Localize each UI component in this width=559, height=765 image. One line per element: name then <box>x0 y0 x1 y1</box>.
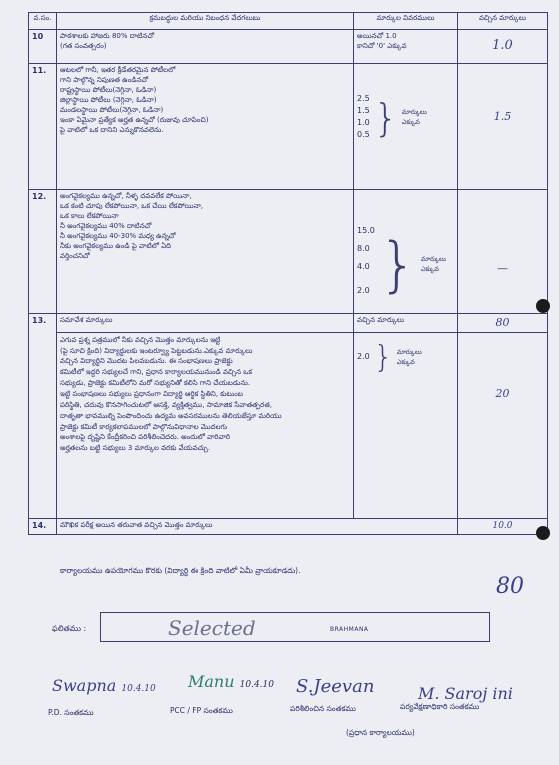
desc-line: అంశాలపై దృష్టిని కేంద్రీకరించి పరిశీలించెదరు. అందులో వారివారి <box>60 433 231 442</box>
desc-line: అంగవైకల్యము ఉన్నచో, నీళ్ళ దవవలేక పోయినా, <box>60 192 192 200</box>
row-details <box>354 332 458 518</box>
row-description <box>57 64 354 190</box>
table-row <box>29 518 548 534</box>
row-details <box>354 30 458 64</box>
mark-value: 4.0 <box>357 262 370 271</box>
brace-label: ఎక్కువ <box>396 357 415 366</box>
brace-label: మార్కులు <box>396 347 422 356</box>
mark-value: 2.0 <box>357 286 370 295</box>
total-score: 80 <box>496 574 524 599</box>
signature-date: 10.4.10 <box>121 684 156 694</box>
signature-verifier <box>296 676 374 697</box>
row-description: మౌఖిక పరీక్ష అయిన తరువాత వచ్చిన మొత్తం మార్కులు <box>57 518 458 534</box>
awarded-value: — <box>497 262 508 275</box>
desc-line: నీకు అంగవైకల్యము ఉండి పై వాటిలో ఏది <box>60 242 172 250</box>
row-sno: 14. <box>29 518 57 534</box>
header-marks-awarded: వచ్చిన మార్కులు <box>458 13 548 30</box>
mark-value: 2.0 <box>357 351 370 361</box>
mark-value: 1.0 <box>357 118 370 127</box>
result-label: ఫలితము : <box>52 624 87 633</box>
desc-line: ఒక కాలు లేకపోయినా <box>60 212 119 220</box>
row-awarded <box>458 190 548 314</box>
signature-name: M. Saroj ini <box>418 684 513 703</box>
awarded-value: 1.5 <box>493 110 512 123</box>
brace-symbol: } <box>373 96 398 140</box>
header-description: క్రమబద్ధుల మరియు నిబంధన వేదగలుబు <box>57 13 354 30</box>
table-row <box>29 30 548 64</box>
mark-value: 15.0 <box>357 226 375 235</box>
brace-label: ఎక్కువ <box>421 265 439 273</box>
row-awarded <box>458 518 548 534</box>
desc-line: (పై సూచి క్రింది) విద్యార్థులకు ఇంటర్వ్యూ పెట్టబడును.ఎక్కువ మార్కులు <box>60 346 253 355</box>
desc-line: పాఠశాలకు హాజరు 80% దాటినచో <box>60 32 155 40</box>
brace-label: మార్కులు <box>421 255 446 263</box>
mark-value: 1.5 <box>357 106 370 115</box>
desc-line: వర్తించనిచో <box>60 252 90 260</box>
result-value: Selected <box>168 616 256 640</box>
signature-label: పరిశీలించిన సంతకము <box>290 704 356 713</box>
desc-line: నీ అంగవైకల్యము 40% దాటినచో <box>60 222 152 230</box>
punch-hole <box>536 299 550 313</box>
header-sno: వ.సం. <box>29 13 57 30</box>
brace-label: ఎక్కువ <box>401 118 420 126</box>
row-details-title: వచ్చిన మార్కులు <box>354 314 458 333</box>
table-header-row <box>29 13 548 30</box>
awarded-value: 10.0 <box>492 520 513 531</box>
details-line: కానిచో '0' ఎక్కువ <box>357 42 407 50</box>
desc-line: జిల్లాస్థాయి పోటీలు (నెగ్గినా, ఓడినా) <box>60 96 157 104</box>
signature-pd <box>52 676 156 695</box>
row-sno: 12. <box>29 190 57 314</box>
signature-name: Swapna <box>52 676 117 695</box>
awarded-value: 1.0 <box>492 38 513 54</box>
brace-symbol: } <box>378 230 417 300</box>
row-details <box>354 190 458 314</box>
signature-name: Manu <box>188 672 235 691</box>
desc-line: కమిటీలో ఇద్దరి సభ్యులచే గాని, ప్రధాన కార్యాలయమునుండి వచ్చిన ఒక <box>60 368 253 377</box>
signature-label: పర్యవేక్షణాధికారి సంతకము <box>400 702 480 711</box>
desc-line: ఆటలలో గానీ, ఇతర క్రీడేతరమైన పోటీలలో <box>60 66 176 74</box>
row-title: సమావేశ మార్కులు <box>57 314 354 333</box>
office-use-note: కార్యాలయము ఉపయోగము కొరకు (విద్యార్థి ఈ క్రింది వాటిలో ఏమీ వ్రాయకూడదు). <box>60 566 301 575</box>
row-description <box>57 30 354 64</box>
head-office-note: (ప్రధాన కార్యాలయము) <box>346 728 415 737</box>
row-sno: 13. <box>29 314 57 519</box>
table-row <box>29 64 548 190</box>
row-sno: 11. <box>29 64 57 190</box>
header-mark-details: మార్కుల వివరములు <box>354 13 458 30</box>
table-row <box>29 190 548 314</box>
result-stamp: BRAHMANA <box>330 626 369 633</box>
mark-value: 0.5 <box>357 130 370 139</box>
desc-line: అర్హతలను బట్టి సభ్యులు 3 మార్కుల వరకు వేయవచ్చు. <box>60 444 211 453</box>
signature-label: PCC / FP సంతకము <box>170 706 233 715</box>
signature-pcc <box>188 672 274 691</box>
desc-line: ఒక కంటి చూపు లేకపోయినా, ఒక చేయి లేకపోయినా, <box>60 202 204 210</box>
row-awarded <box>458 64 548 190</box>
result-box <box>100 612 490 642</box>
desc-line: దాతృతా భావముల్ని పెంపొందించు ఉద్యమ అవసరములను తెలియజేస్తూ మరియు <box>60 411 282 420</box>
desc-line: పరిస్థితి, చదువు కొనసాగించుటలో ఆసక్తి, వ్యక్తిత్వము, సామాజిక సేవాతత్పరత, <box>60 400 272 409</box>
signature-date: 10.4.10 <box>239 680 274 690</box>
mark-value: 8.0 <box>357 244 370 253</box>
table-row <box>29 314 548 333</box>
signature-name: S.Jeevan <box>296 676 375 697</box>
row-description <box>57 190 354 314</box>
awarded-total: 80 <box>495 316 510 329</box>
desc-line: మండలస్థాయి పోటీలు(నెగ్గినా, ఓడినా) <box>60 106 164 114</box>
brace-symbol: } <box>373 339 393 375</box>
row-awarded <box>458 332 548 518</box>
signature-label: P.D. సంతకము <box>48 708 94 717</box>
table-row <box>29 332 548 518</box>
desc-line: సభ్యుడు, ప్రాజెక్టు కమిటీలోని మరో సభ్యునితో కలిసి గాని చేయబడును. <box>60 379 250 388</box>
marks-table <box>28 12 548 535</box>
desc-line: నీ అంగవైకల్యము 40-30% మధ్య ఉన్నచో <box>60 232 176 240</box>
desc-line: (గత సంవత్సరం) <box>60 42 107 50</box>
row-awarded <box>458 30 548 64</box>
desc-line: ఇట్టి సంభాషణలు సభ్యులు ప్రధానంగా విద్యార్థి ఆర్థిక స్థితిని, కుటుంబ <box>60 389 243 398</box>
desc-line: పై వాటిలో ఒక దానిని ఎన్నుకొనవలెను. <box>60 126 164 134</box>
row-description <box>57 332 354 518</box>
desc-line: ఇంకా ఏమైనా ప్రత్యేక అర్హత ఉన్నచో (రుజువు చూపించి) <box>60 116 209 124</box>
punch-hole <box>536 526 550 540</box>
details-line: అయినచో 1.0 <box>357 32 397 40</box>
awarded-value: 20 <box>495 386 510 400</box>
desc-line: రాష్ట్రస్థాయి పోటీలు(నెగ్గినా, ఓడినా) <box>60 86 157 94</box>
brace-label: మార్కులు <box>401 108 427 116</box>
mark-value: 2.5 <box>357 94 370 103</box>
signature-supervisor <box>418 684 513 703</box>
desc-line: ప్రాజెక్టు కమిటీ కార్యకలాపములలో పాల్గొనువిధానాల మొదలగు <box>60 422 228 431</box>
desc-line: వచ్చిన విద్యార్థిని మొదట పిలవబడును. ఈ సంభాషణలు ప్రాజెక్టు <box>60 357 233 366</box>
desc-line: ఎగువ ప్రశ్న పత్రములో నీకు వచ్చిన మొత్తం మార్కులను ఇట్టి <box>60 335 221 344</box>
row-details <box>354 64 458 190</box>
row-awarded-title <box>458 314 548 333</box>
desc-line: గాని పాల్గొన్న నిపుణత ఉండినచో <box>60 76 149 84</box>
row-sno: 10 <box>29 30 57 64</box>
